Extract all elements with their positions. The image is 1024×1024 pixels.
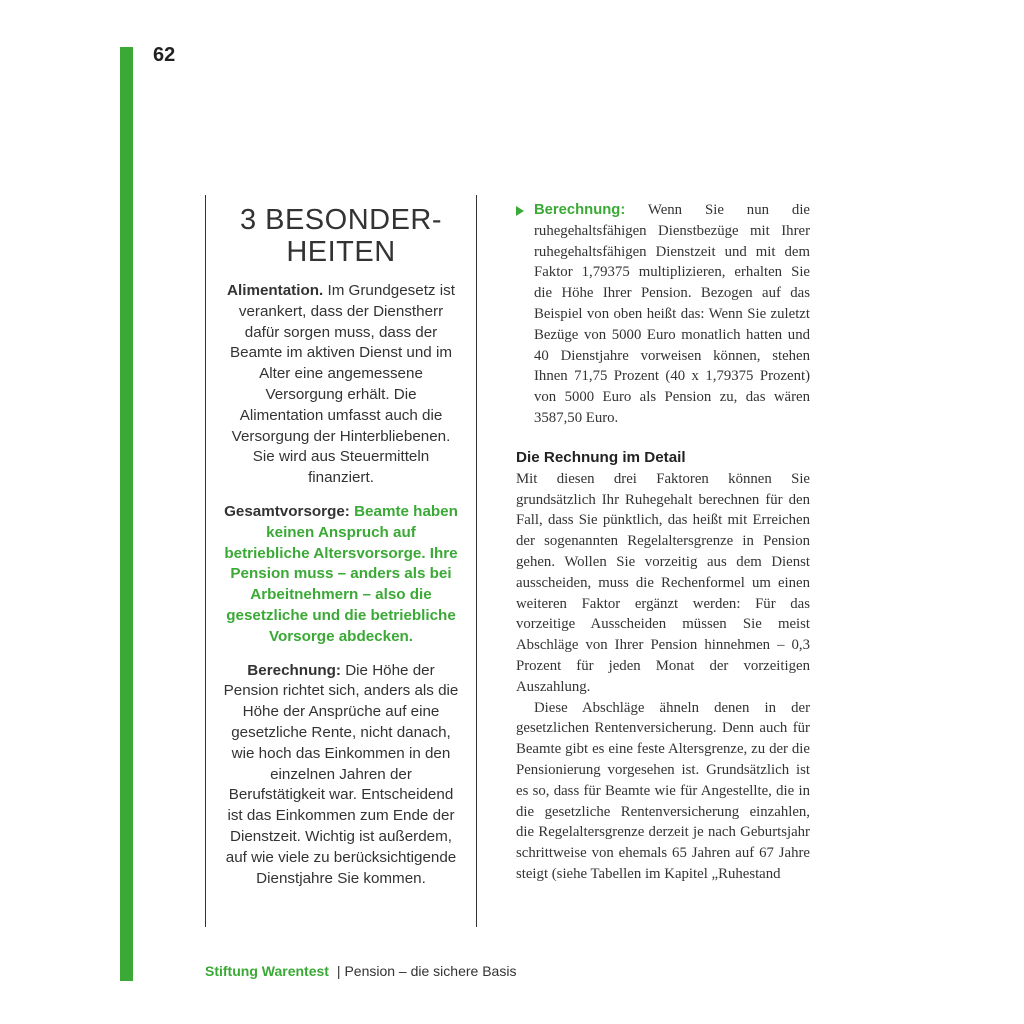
page-number: 62	[153, 44, 176, 66]
bullet-lead: Berechnung:	[534, 202, 626, 218]
box-title-line1: 3 BESONDER-	[239, 204, 443, 236]
section-heading: Die Rechnung im Detail	[516, 448, 686, 466]
footer-title: Pension – die sichere Basis	[344, 963, 517, 979]
box-paragraph-text: Beamte haben keinen Anspruch auf betriebliche Altersvorsorge. Ihre Pension muss – anders als bei Arbeitnehmern – also die gesetzliche und die betriebliche Vorsorge abdecken.	[224, 502, 458, 645]
calculation-bullet	[516, 200, 810, 429]
footer-brand: Stiftung Warentest	[205, 963, 329, 979]
bullet-paragraph	[534, 200, 810, 429]
triangle-arrow-icon	[516, 206, 524, 216]
box-paragraph-text: Im Grundgesetz ist verankert, dass der Dienstherr dafür sorgen muss, dass der Beamte im aktiven Dienst und im Alter eine angemessene Versorgung erhält. Die Alimentation umfasst auch die Versorgung der Hinterbliebenen. Sie wird aus Steuermitteln finanziert.	[230, 282, 455, 487]
body-paragraph-1: Mit diesen drei Faktoren können Sie grundsätzlich Ihr Ruhegehalt berechnen für den Fall, dass Sie pünktlich, das heißt mit Erreichen der sogenannten Regelaltersgrenze in Pension gehen. Wollen Sie vorzeitig aus dem Dienst ausscheiden, muss die Rechenformel um einen weiteren Faktor ergänzt werden: Für das vorzeitige Ausscheiden müssen Sie meist Abschläge von Ihrer Pension hinnehmen – 0,3 Prozent für jeden Monat der vorzeitigen Auszahlung.	[516, 470, 810, 695]
box-paragraph-text: Die Höhe der Pension richtet sich, anders als die Höhe der Ansprüche auf eine gesetzliche Rente, nicht danach, wie hoch das Einkommen in den einzelnen Jahren der Berufstätigkeit war. Entscheidend ist das Einkommen zum Ende der Dienstzeit. Wichtig ist außerdem, auf wie viele zu berücksichtigende Dienstjahre Sie kommen.	[223, 661, 459, 887]
page-footer	[205, 963, 516, 979]
box-paragraph-gesamtvorsorge	[222, 502, 460, 648]
special-features-box	[205, 195, 477, 927]
footer-separator: |	[336, 963, 341, 979]
box-paragraph-berechnung	[222, 661, 460, 890]
box-title-line2: HEITEN	[286, 236, 396, 268]
right-column	[516, 200, 810, 885]
box-title	[222, 204, 460, 268]
box-paragraph-lead: Alimentation.	[227, 282, 324, 299]
body-paragraph-2: Diese Abschläge ähneln denen in der gesetzlichen Rentenversicherung. Denn auch für Beamte gibt es eine feste Altersgrenze, zu der die Pensionierung vorgesehen ist. Grundsätzlich ist es so, dass für Beamte wie für Angestellte, die in die gesetzliche Rentenversicherung einzahlen, die Regelaltersgrenze derzeit je nach Geburtsjahr schrittweise von ehemals 65 Jahren auf 67 Jahre steigt (siehe Tabellen im Kapitel „Ruhestand	[516, 699, 810, 882]
box-paragraph-lead: Gesamtvorsorge:	[224, 502, 350, 520]
box-paragraph-lead: Berechnung:	[247, 661, 341, 679]
bullet-text: Wenn Sie nun die ruhegehaltsfähigen Dienstbezüge mit Ihrer ruhegehaltsfähigen Dienstzeit und mit dem Faktor 1,79375 multiplizieren, erhalten Sie die Höhe Ihrer Pension. Bezogen auf das Beispiel von oben heißt das: Wenn Sie zuletzt Bezüge von 5000 Euro monatlich hatten und 40 Dienstjahre vorweisen können, stehen Ihnen 71,75 Prozent (40 x 1,79375 Prozent) von 5000 Euro als Pension zu, das wären 3587,50 Euro.	[534, 202, 810, 426]
green-margin-bar	[120, 47, 133, 981]
box-paragraph-alimentation	[222, 281, 460, 489]
